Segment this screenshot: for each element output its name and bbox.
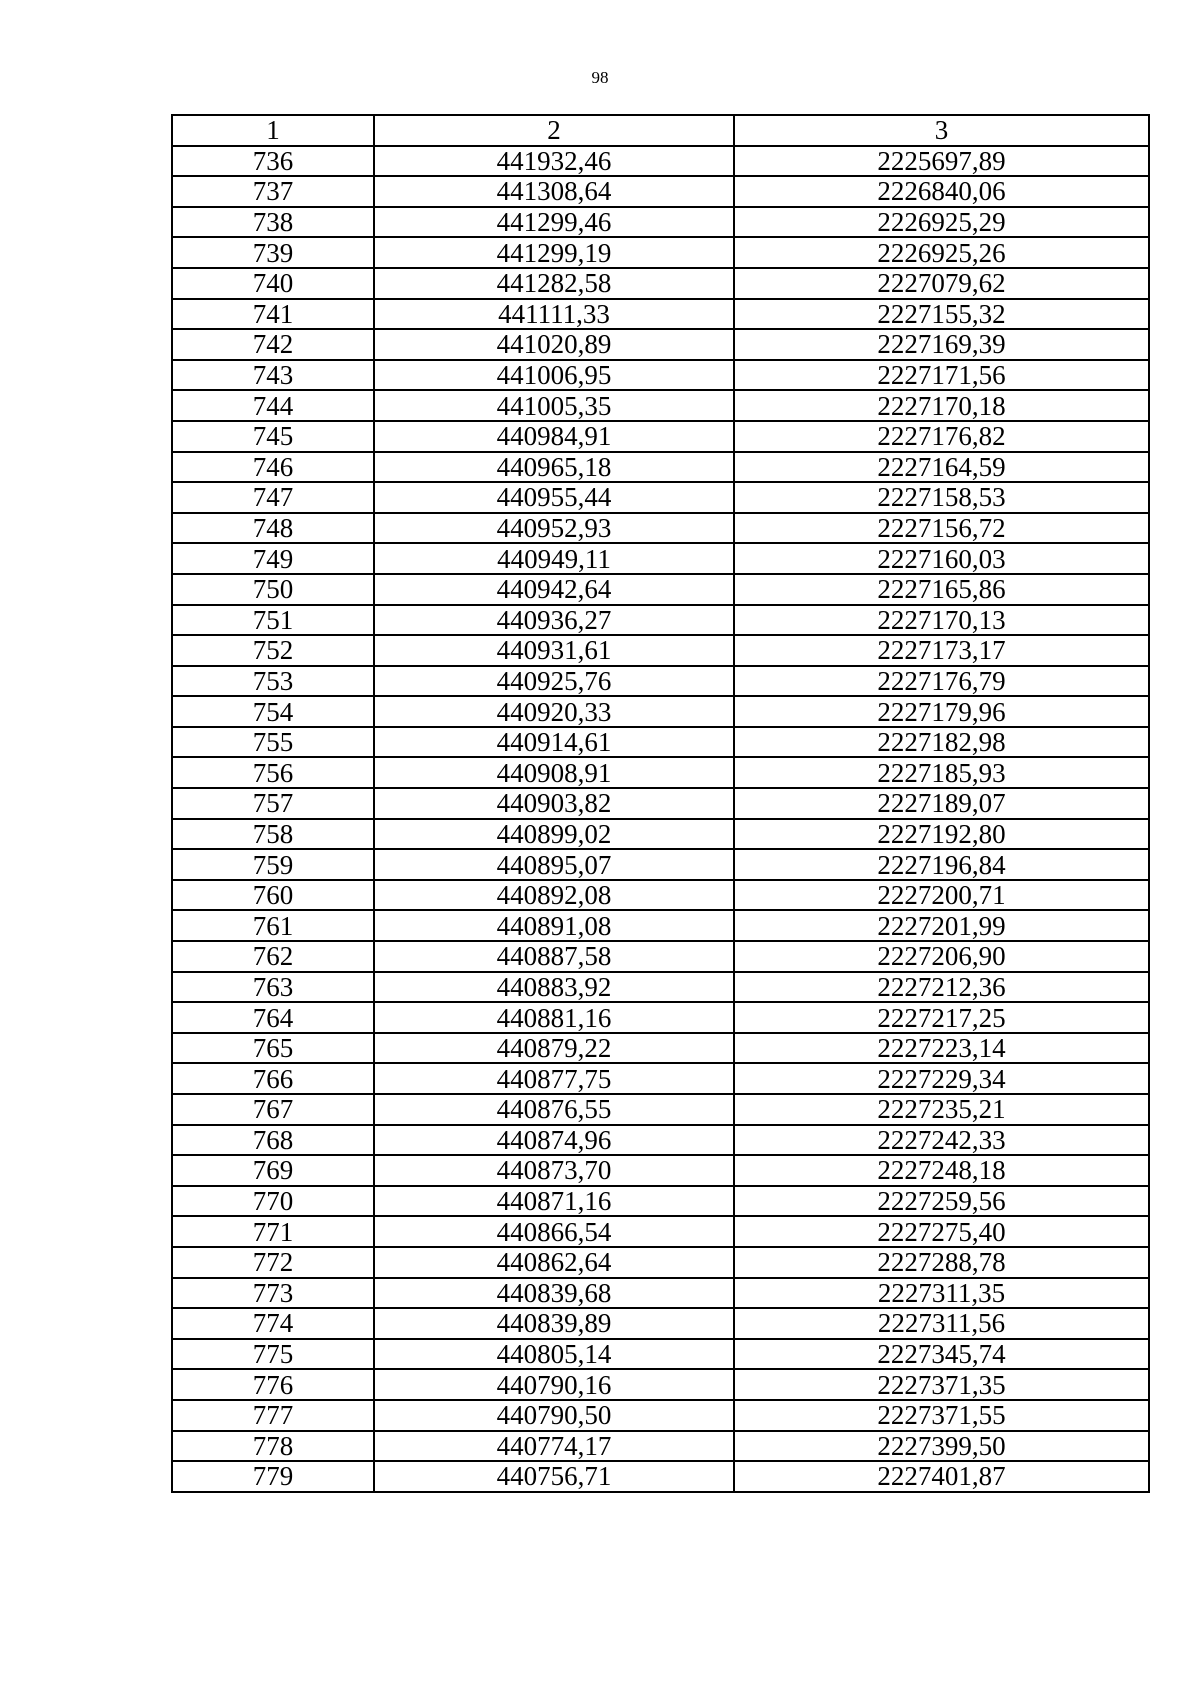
x-coordinate-cell: 440839,89 <box>374 1308 734 1339</box>
table-row <box>172 329 1149 360</box>
y-coordinate-cell: 2227185,93 <box>734 757 1149 788</box>
table-row <box>172 360 1149 391</box>
point-number-cell: 746 <box>172 452 374 483</box>
table-row <box>172 666 1149 697</box>
point-number-cell: 769 <box>172 1155 374 1186</box>
header-cell: 1 <box>172 115 374 146</box>
table-row <box>172 1094 1149 1125</box>
point-number-cell: 747 <box>172 482 374 513</box>
point-number-cell: 770 <box>172 1186 374 1217</box>
table-row <box>172 819 1149 850</box>
y-coordinate-cell: 2227212,36 <box>734 972 1149 1003</box>
point-number-cell: 753 <box>172 666 374 697</box>
table-row <box>172 1339 1149 1370</box>
point-number-cell: 745 <box>172 421 374 452</box>
point-number-cell: 758 <box>172 819 374 850</box>
table-row <box>172 849 1149 880</box>
table-row <box>172 1216 1149 1247</box>
table-row <box>172 635 1149 666</box>
x-coordinate-cell: 440879,22 <box>374 1033 734 1064</box>
y-coordinate-cell: 2226925,26 <box>734 237 1149 268</box>
point-number-cell: 741 <box>172 299 374 330</box>
point-number-cell: 762 <box>172 941 374 972</box>
y-coordinate-cell: 2227173,17 <box>734 635 1149 666</box>
table-row <box>172 880 1149 911</box>
y-coordinate-cell: 2226840,06 <box>734 176 1149 207</box>
table-row <box>172 482 1149 513</box>
x-coordinate-cell: 440942,64 <box>374 574 734 605</box>
point-number-cell: 765 <box>172 1033 374 1064</box>
point-number-cell: 767 <box>172 1094 374 1125</box>
y-coordinate-cell: 2227155,32 <box>734 299 1149 330</box>
y-coordinate-cell: 2227311,56 <box>734 1308 1149 1339</box>
x-coordinate-cell: 440756,71 <box>374 1461 734 1492</box>
x-coordinate-cell: 440925,76 <box>374 666 734 697</box>
x-coordinate-cell: 440936,27 <box>374 605 734 636</box>
y-coordinate-cell: 2227196,84 <box>734 849 1149 880</box>
x-coordinate-cell: 440895,07 <box>374 849 734 880</box>
point-number-cell: 749 <box>172 543 374 574</box>
x-coordinate-cell: 440862,64 <box>374 1247 734 1278</box>
y-coordinate-cell: 2227288,78 <box>734 1247 1149 1278</box>
table-row <box>172 1308 1149 1339</box>
x-coordinate-cell: 440883,92 <box>374 972 734 1003</box>
x-coordinate-cell: 440873,70 <box>374 1155 734 1186</box>
x-coordinate-cell: 440881,16 <box>374 1002 734 1033</box>
x-coordinate-cell: 441005,35 <box>374 390 734 421</box>
point-number-cell: 750 <box>172 574 374 605</box>
point-number-cell: 739 <box>172 237 374 268</box>
x-coordinate-cell: 440774,17 <box>374 1431 734 1462</box>
point-number-cell: 761 <box>172 910 374 941</box>
x-coordinate-cell: 441111,33 <box>374 299 734 330</box>
y-coordinate-cell: 2227275,40 <box>734 1216 1149 1247</box>
page-number: 98 <box>591 68 609 87</box>
table-row <box>172 1186 1149 1217</box>
table-row <box>172 146 1149 177</box>
x-coordinate-cell: 440984,91 <box>374 421 734 452</box>
table-row <box>172 1278 1149 1309</box>
table-row <box>172 1002 1149 1033</box>
table-row <box>172 757 1149 788</box>
y-coordinate-cell: 2225697,89 <box>734 146 1149 177</box>
table-row <box>172 268 1149 299</box>
table-row <box>172 696 1149 727</box>
point-number-cell: 756 <box>172 757 374 788</box>
x-coordinate-cell: 440955,44 <box>374 482 734 513</box>
table-row <box>172 1247 1149 1278</box>
x-coordinate-cell: 440871,16 <box>374 1186 734 1217</box>
point-number-cell: 736 <box>172 146 374 177</box>
y-coordinate-cell: 2227229,34 <box>734 1063 1149 1094</box>
x-coordinate-cell: 441932,46 <box>374 146 734 177</box>
y-coordinate-cell: 2227401,87 <box>734 1461 1149 1492</box>
point-number-cell: 768 <box>172 1125 374 1156</box>
x-coordinate-cell: 440965,18 <box>374 452 734 483</box>
point-number-cell: 777 <box>172 1400 374 1431</box>
x-coordinate-cell: 441299,46 <box>374 207 734 238</box>
point-number-cell: 760 <box>172 880 374 911</box>
point-number-cell: 744 <box>172 390 374 421</box>
y-coordinate-cell: 2227156,72 <box>734 513 1149 544</box>
point-number-cell: 743 <box>172 360 374 391</box>
y-coordinate-cell: 2227176,79 <box>734 666 1149 697</box>
y-coordinate-cell: 2227259,56 <box>734 1186 1149 1217</box>
x-coordinate-cell: 441308,64 <box>374 176 734 207</box>
x-coordinate-cell: 440877,75 <box>374 1063 734 1094</box>
table-row <box>172 972 1149 1003</box>
y-coordinate-cell: 2227200,71 <box>734 880 1149 911</box>
x-coordinate-cell: 440949,11 <box>374 543 734 574</box>
table-row <box>172 605 1149 636</box>
table-row <box>172 237 1149 268</box>
x-coordinate-cell: 440790,16 <box>374 1369 734 1400</box>
x-coordinate-cell: 440931,61 <box>374 635 734 666</box>
table-row <box>172 513 1149 544</box>
y-coordinate-cell: 2227248,18 <box>734 1155 1149 1186</box>
y-coordinate-cell: 2227371,55 <box>734 1400 1149 1431</box>
y-coordinate-cell: 2227179,96 <box>734 696 1149 727</box>
y-coordinate-cell: 2227217,25 <box>734 1002 1149 1033</box>
y-coordinate-cell: 2227201,99 <box>734 910 1149 941</box>
table-row <box>172 1125 1149 1156</box>
y-coordinate-cell: 2227164,59 <box>734 452 1149 483</box>
y-coordinate-cell: 2227165,86 <box>734 574 1149 605</box>
x-coordinate-cell: 440952,93 <box>374 513 734 544</box>
y-coordinate-cell: 2226925,29 <box>734 207 1149 238</box>
y-coordinate-cell: 2227176,82 <box>734 421 1149 452</box>
table-row <box>172 421 1149 452</box>
point-number-cell: 771 <box>172 1216 374 1247</box>
point-number-cell: 778 <box>172 1431 374 1462</box>
table-header-row <box>172 115 1149 146</box>
table-row <box>172 390 1149 421</box>
y-coordinate-cell: 2227079,62 <box>734 268 1149 299</box>
y-coordinate-cell: 2227170,18 <box>734 390 1149 421</box>
x-coordinate-cell: 441020,89 <box>374 329 734 360</box>
y-coordinate-cell: 2227169,39 <box>734 329 1149 360</box>
table-row <box>172 574 1149 605</box>
y-coordinate-cell: 2227345,74 <box>734 1339 1149 1370</box>
point-number-cell: 751 <box>172 605 374 636</box>
point-number-cell: 775 <box>172 1339 374 1370</box>
y-coordinate-cell: 2227223,14 <box>734 1033 1149 1064</box>
point-number-cell: 776 <box>172 1369 374 1400</box>
x-coordinate-cell: 440874,96 <box>374 1125 734 1156</box>
table-row <box>172 299 1149 330</box>
y-coordinate-cell: 2227311,35 <box>734 1278 1149 1309</box>
header-cell: 3 <box>734 115 1149 146</box>
point-number-cell: 752 <box>172 635 374 666</box>
point-number-cell: 759 <box>172 849 374 880</box>
point-number-cell: 772 <box>172 1247 374 1278</box>
table-row <box>172 452 1149 483</box>
point-number-cell: 737 <box>172 176 374 207</box>
x-coordinate-cell: 441299,19 <box>374 237 734 268</box>
x-coordinate-cell: 440891,08 <box>374 910 734 941</box>
x-coordinate-cell: 440899,02 <box>374 819 734 850</box>
point-number-cell: 766 <box>172 1063 374 1094</box>
x-coordinate-cell: 441282,58 <box>374 268 734 299</box>
point-number-cell: 755 <box>172 727 374 758</box>
table-row <box>172 788 1149 819</box>
table-row <box>172 910 1149 941</box>
y-coordinate-cell: 2227160,03 <box>734 543 1149 574</box>
point-number-cell: 748 <box>172 513 374 544</box>
table-row <box>172 1369 1149 1400</box>
table-row <box>172 1063 1149 1094</box>
point-number-cell: 779 <box>172 1461 374 1492</box>
point-number-cell: 740 <box>172 268 374 299</box>
y-coordinate-cell: 2227170,13 <box>734 605 1149 636</box>
x-coordinate-cell: 440790,50 <box>374 1400 734 1431</box>
x-coordinate-cell: 440892,08 <box>374 880 734 911</box>
table-row <box>172 1461 1149 1492</box>
x-coordinate-cell: 440805,14 <box>374 1339 734 1370</box>
point-number-cell: 757 <box>172 788 374 819</box>
y-coordinate-cell: 2227206,90 <box>734 941 1149 972</box>
point-number-cell: 754 <box>172 696 374 727</box>
table-row <box>172 1431 1149 1462</box>
table-row <box>172 543 1149 574</box>
table-row <box>172 176 1149 207</box>
header-cell: 2 <box>374 115 734 146</box>
table-row <box>172 1400 1149 1431</box>
y-coordinate-cell: 2227189,07 <box>734 788 1149 819</box>
x-coordinate-cell: 440876,55 <box>374 1094 734 1125</box>
x-coordinate-cell: 440887,58 <box>374 941 734 972</box>
point-number-cell: 774 <box>172 1308 374 1339</box>
y-coordinate-cell: 2227399,50 <box>734 1431 1149 1462</box>
x-coordinate-cell: 440920,33 <box>374 696 734 727</box>
y-coordinate-cell: 2227158,53 <box>734 482 1149 513</box>
x-coordinate-cell: 441006,95 <box>374 360 734 391</box>
y-coordinate-cell: 2227171,56 <box>734 360 1149 391</box>
x-coordinate-cell: 440908,91 <box>374 757 734 788</box>
y-coordinate-cell: 2227371,35 <box>734 1369 1149 1400</box>
coordinates-table <box>171 114 1150 1493</box>
table-body <box>172 146 1149 1492</box>
point-number-cell: 773 <box>172 1278 374 1309</box>
table-row <box>172 727 1149 758</box>
table-row <box>172 1155 1149 1186</box>
table-row <box>172 207 1149 238</box>
table-row <box>172 941 1149 972</box>
y-coordinate-cell: 2227242,33 <box>734 1125 1149 1156</box>
y-coordinate-cell: 2227182,98 <box>734 727 1149 758</box>
point-number-cell: 738 <box>172 207 374 238</box>
x-coordinate-cell: 440866,54 <box>374 1216 734 1247</box>
table-row <box>172 1033 1149 1064</box>
point-number-cell: 763 <box>172 972 374 1003</box>
y-coordinate-cell: 2227235,21 <box>734 1094 1149 1125</box>
x-coordinate-cell: 440903,82 <box>374 788 734 819</box>
x-coordinate-cell: 440914,61 <box>374 727 734 758</box>
x-coordinate-cell: 440839,68 <box>374 1278 734 1309</box>
point-number-cell: 764 <box>172 1002 374 1033</box>
y-coordinate-cell: 2227192,80 <box>734 819 1149 850</box>
point-number-cell: 742 <box>172 329 374 360</box>
